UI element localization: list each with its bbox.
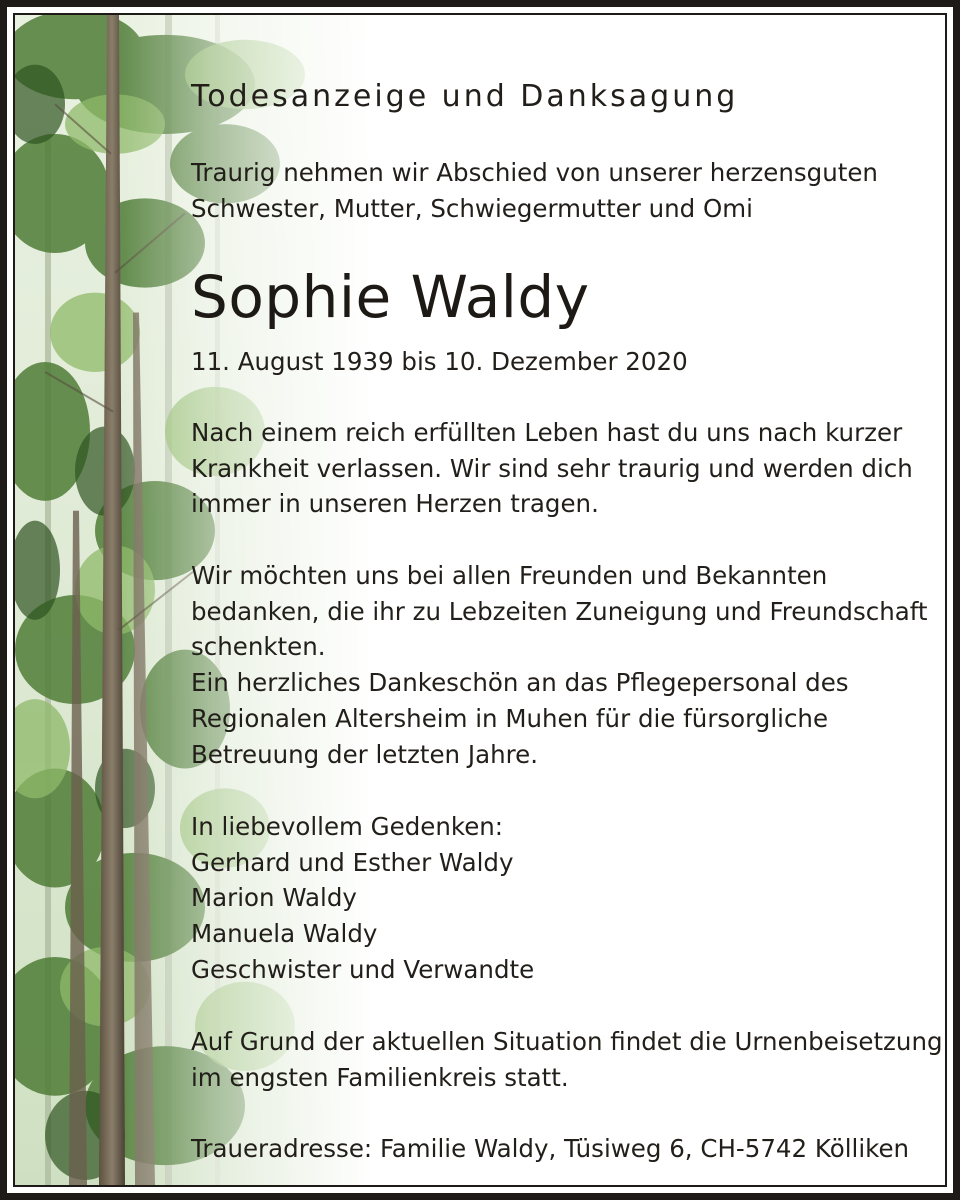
- ceremony-line: im engsten Familienkreis statt.: [191, 1062, 569, 1092]
- paragraph-line: schenkten.: [191, 632, 326, 662]
- paragraph-line: Betreuung der letzten Jahre.: [191, 739, 539, 769]
- intro-line: Traurig nehmen wir Abschied von unserer herzensguten: [191, 158, 878, 187]
- mourning-address: [191, 1131, 909, 1167]
- ceremony-note: [191, 1024, 943, 1095]
- paragraph-farewell: [191, 415, 913, 522]
- paragraph-line: bedanken, die ihr zu Lebzeiten Zuneigung und Freundschaft: [191, 596, 928, 626]
- life-dates-text: 11. August 1939 bis 10. Dezember 2020: [191, 347, 688, 376]
- paragraph-thanks: [191, 558, 928, 772]
- notice-heading: Todesanzeige und Danksagung: [191, 79, 739, 114]
- mourner-name: Geschwister und Verwandte: [191, 954, 535, 984]
- mourner-name: Manuela Waldy: [191, 919, 378, 949]
- mourner-name: Gerhard und Esther Waldy: [191, 847, 514, 877]
- paragraph-line: Wir möchten uns bei allen Freunden und Bekannten: [191, 561, 828, 590]
- intro-text: [191, 155, 878, 226]
- mourner-name: Marion Waldy: [191, 883, 357, 913]
- mourners-list: [191, 809, 534, 988]
- obituary-frame: [13, 13, 947, 1187]
- paragraph-line: Nach einem reich erfüllten Leben hast du uns nach kurzer: [191, 418, 903, 447]
- paragraph-line: Krankheit verlassen. Wir sind sehr traurig und werden dich: [191, 453, 913, 483]
- mourners-intro: In liebevollem Gedenken:: [191, 812, 504, 841]
- paragraph-line: Regionalen Altersheim in Muhen für die fürsorgliche: [191, 703, 829, 733]
- intro-line: Schwester, Mutter, Schwiegermutter und Omi: [191, 193, 753, 223]
- deceased-name: Sophie Waldy: [191, 263, 590, 331]
- address-text: Traueradresse: Familie Waldy, Tüsiweg 6, CH-5742 Kölliken: [191, 1134, 910, 1163]
- paragraph-line: Ein herzliches Dankeschön an das Pflegepersonal des: [191, 668, 849, 698]
- paragraph-line: immer in unseren Herzen tragen.: [191, 489, 599, 519]
- ceremony-line: Auf Grund der aktuellen Situation findet die Urnenbeisetzung: [191, 1027, 943, 1056]
- life-dates: [191, 344, 688, 380]
